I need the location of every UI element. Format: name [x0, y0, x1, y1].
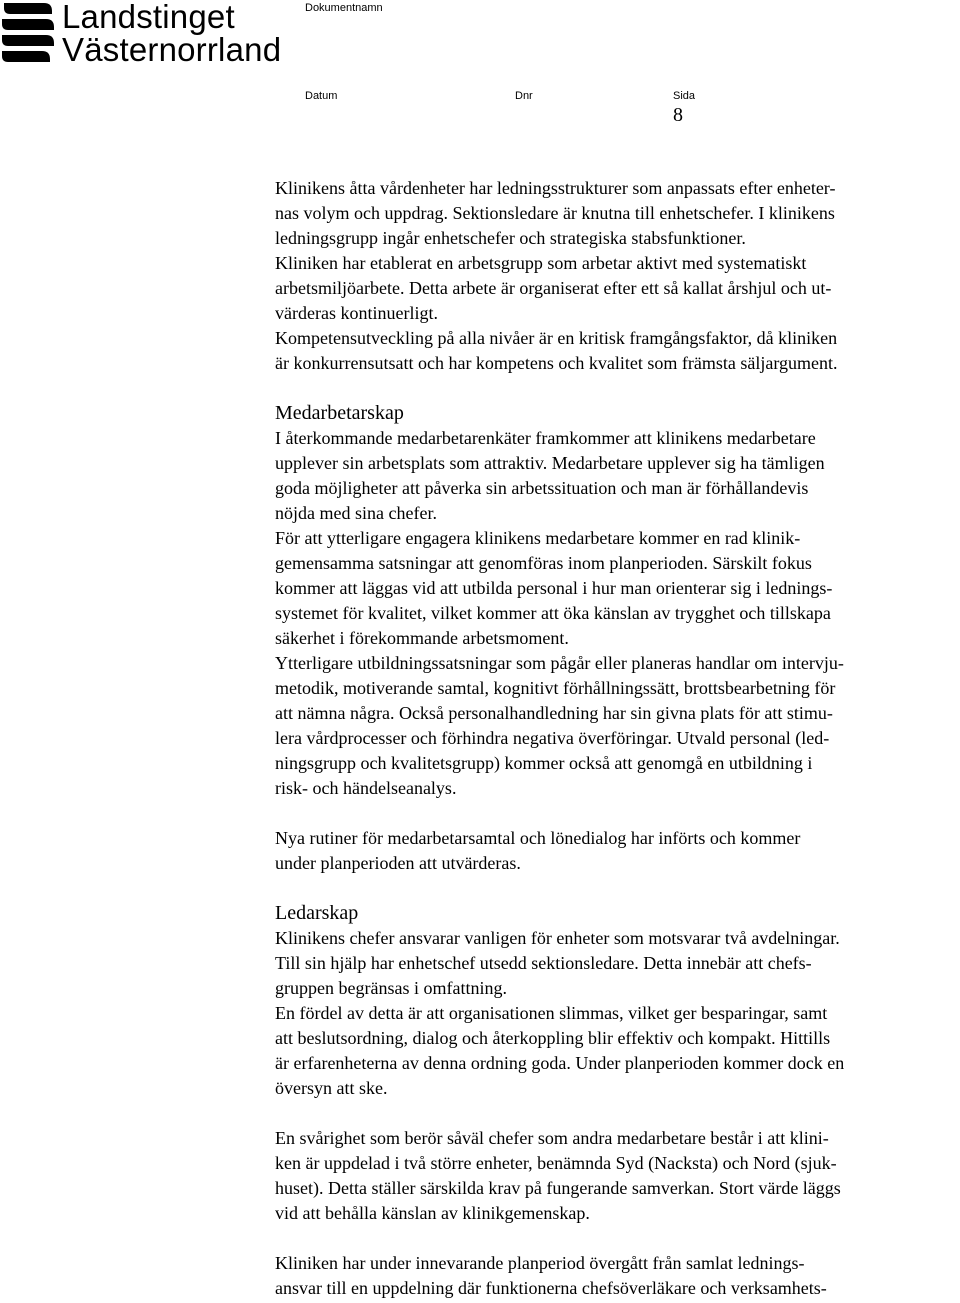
paragraph-management-change: Kliniken har under innevarande planperiod övergått från samlat lednings- ansvar till en uppdelning där funktionerna chefsöverläkare och verksamhets- [275, 1253, 827, 1298]
organization-logo [0, 0, 300, 72]
page-number: 8 [673, 104, 683, 126]
logo-mark-icon [0, 0, 56, 66]
paragraph-leadership: Klinikens chefer ansvarar vanligen för enheter som motsvarar två avdelningar. Till sin hjälp har enhetschef utsedd sektionsledare. Detta innebär att chefs- gruppen begränsas i omfattning. En fördel av detta är att organisationen slimmas, vilket ger besparingar, samt att beslutsordning, dialog och återkoppling blir effektiv och kompakt. Hittills är erfarenheterna av denna ordning goda. Under planperioden kommer dock en översyn att ske. [275, 928, 845, 1098]
logo-text-line2: Västernorrland [62, 31, 282, 68]
section-heading-ledarskap: Ledarskap [275, 902, 359, 924]
paragraph-new-routines: Nya rutiner för medarbetarsamtal och lönedialog har införts och kommer under planperioden att utvärderas. [275, 828, 801, 873]
reference-number-label: Dnr [515, 90, 533, 102]
section-heading-medarbetarskap: Medarbetarskap [275, 402, 404, 424]
logo-text-line1: Landstinget [62, 0, 235, 35]
document-name-label: Dokumentnamn [305, 2, 383, 14]
paragraph-organization: Klinikens åtta vårdenheter har ledningsstrukturer som anpassats efter enheter- nas volym och uppdrag. Sektionsledare är knutna till enhetschefer. I klinikens ledningsgrupp ingår enhetschefer och strategiska stabsfunktioner. Kliniken har etablerat en arbetsgrupp som arbetar aktivt med systematiskt arbetsmiljöarbete. Detta arbete är organiserat efter ett så kallat årshjul och ut- värderas kontinuerligt. Kompetensutveckling på alla nivåer är en kritisk framgångsfaktor, då kliniken är konkurrensutsatt och har kompetens och kvalitet som främsta säljargument. [275, 178, 838, 373]
paragraph-split-clinic: En svårighet som berör såväl chefer som andra medarbetare består i att klini- ken är uppdelad i två större enheter, benämnda Syd (Nacksta) och Nord (sjuk- huset). Detta ställer särskilda krav på fungerande samverkan. Stort värde läggs vid att behålla känslan av klinikgemenskap. [275, 1128, 841, 1223]
paragraph-employeeship: I återkommande medarbetarenkäter framkommer att klinikens medarbetare upplever sin arbetsplats som attraktiv. Medarbetare upplever sig ha tämligen goda möjligheter att påverka sin arbetssituation och man är förhållandevis nöjda med sina chefer. För att ytterligare engagera klinikens medarbetare kommer en rad klinik- gemensamma satsningar att genomföras inom planperioden. Särskilt fokus kommer att läggas vid att utbilda personal i hur man orienterar sig i lednings- systemet för kvalitet, vilket kommer att öka känslan av trygghet och tillskapa säkerhet i förekommande arbetsmoment. Ytterligare utbildningssatsningar som pågår eller planeras handlar om intervju- metodik, motiverande samtal, kognitivt förhållningssätt, brottsbearbetning för att nämna några. Också personalhandledning har sin givna plats för att stimu- lera vårdprocesser och förhindra negativa överföringar. Utvald personal (led- ningsgrupp och kvalitetsgrupp) kommer också att genomgå en utbildning i risk- och händelseanalys. [275, 428, 844, 798]
date-label: Datum [305, 90, 338, 102]
page-label: Sida [673, 90, 696, 102]
document-body [275, 176, 960, 1301]
